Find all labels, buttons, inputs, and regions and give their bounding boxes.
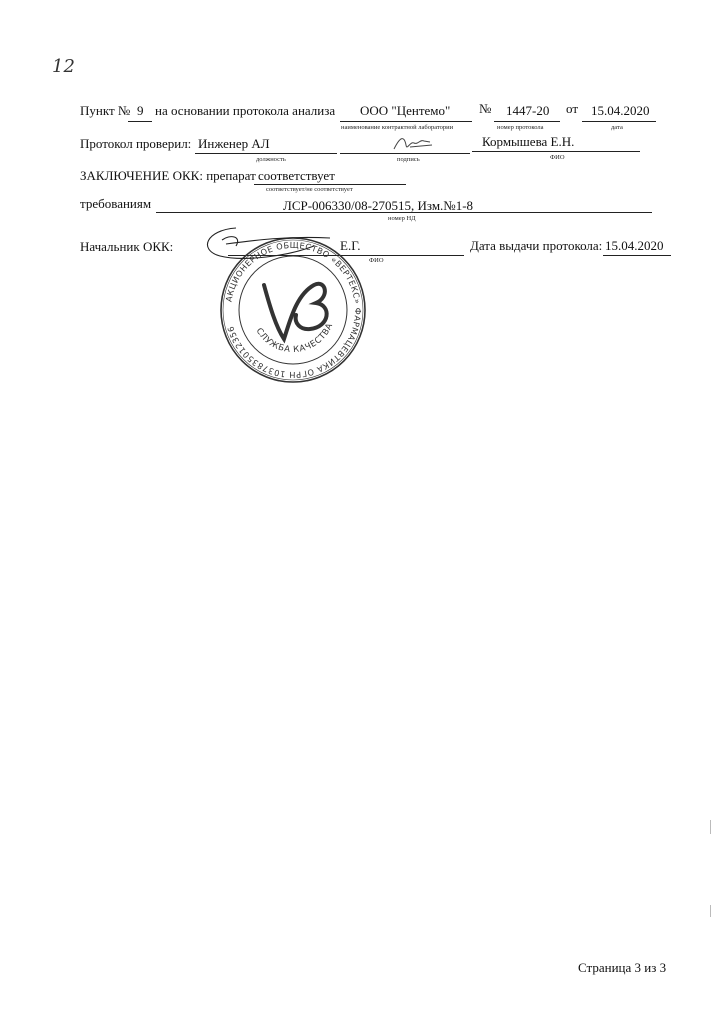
- protocol-number-underline: [494, 121, 560, 122]
- issue-date-value: 15.04.2020: [605, 238, 664, 253]
- item-number-underline: [128, 121, 152, 122]
- protocol-number: 1447-20: [506, 103, 550, 118]
- lab-name: ООО "Центемо": [360, 103, 451, 118]
- protocol-date-underline: [582, 121, 656, 122]
- conclusion-underline: [254, 184, 406, 185]
- checker-name: Кормышева Е.Н.: [482, 134, 575, 149]
- conclusion-label: ЗАКЛЮЧЕНИЕ ОКК: препарат: [80, 168, 256, 183]
- stamp-inner-text: СЛУЖБА КАЧЕСТВА: [253, 321, 336, 356]
- signature-underline: [340, 153, 470, 154]
- conclusion-value: соответствует: [258, 168, 335, 183]
- requirements-label: требованиям: [80, 196, 152, 211]
- normative-document-underline: [156, 212, 652, 213]
- protocol-date: 15.04.2020: [591, 103, 650, 118]
- stamp-logo-v-icon: [264, 284, 327, 339]
- protocol-number-caption: номер протокола: [497, 124, 544, 131]
- protocol-date-caption: дата: [611, 124, 623, 131]
- checker-signature: [390, 133, 436, 155]
- lab-name-caption: наименование контрактной лаборатории: [341, 124, 454, 131]
- checked-by-label: Протокол проверил:: [80, 136, 192, 151]
- checker-name-underline: [472, 151, 640, 152]
- head-label: Начальник ОКК:: [80, 239, 174, 254]
- basis-label: на основании протокола анализа: [155, 103, 336, 118]
- conclusion-caption: соответствует/не соответствует: [266, 186, 353, 193]
- checker-fio-caption: ФИО: [550, 154, 565, 161]
- stamp-outer-text: АКЦИОНЕРНОЕ ОБЩЕСТВО «ВЕРТЕКС» ФАРМАЦЕВТИКА ОГРН 1037835012356: [223, 239, 364, 381]
- position-underline: [195, 153, 337, 154]
- scan-mark: [710, 820, 711, 834]
- head-name: Е.Г.: [340, 238, 361, 253]
- svg-text:СЛУЖБА КАЧЕСТВА: [254, 322, 336, 356]
- signature-caption: подпись: [397, 156, 420, 163]
- issue-date-underline: [603, 255, 671, 256]
- handwritten-page-number: 12: [52, 56, 75, 77]
- head-signature: [196, 216, 346, 266]
- head-fio-caption: ФИО: [369, 257, 384, 264]
- lab-name-underline: [340, 121, 472, 122]
- normative-document: ЛСР-006330/08-270515, Изм.№1-8: [283, 198, 474, 213]
- normative-document-caption: номер НД: [388, 215, 416, 222]
- checker-position: Инженер АЛ: [198, 136, 270, 151]
- item-number: 9: [137, 103, 144, 118]
- from-label: от: [566, 101, 579, 116]
- issue-date-label: Дата выдачи протокола:: [470, 238, 603, 253]
- item-label: Пункт №: [80, 103, 131, 118]
- scan-mark: [710, 905, 711, 917]
- position-caption: должность: [256, 156, 286, 163]
- number-sign: №: [479, 101, 492, 116]
- page-counter: Страница 3 из 3: [578, 960, 667, 975]
